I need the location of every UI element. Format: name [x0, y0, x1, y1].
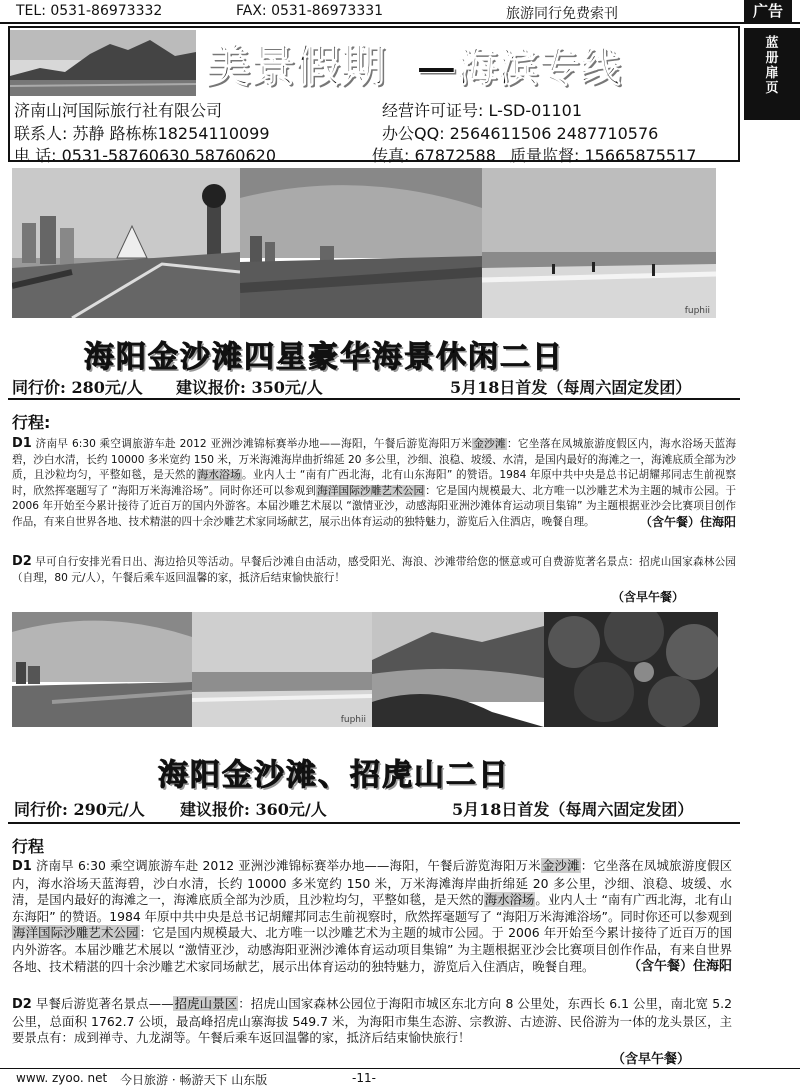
highlight-spot: 金沙滩: [473, 438, 506, 450]
photo-calm-sea: [192, 612, 372, 727]
itinerary-text: ：它坐落在凤城旅游度假区内，海水浴场天蓝海碧，沙白水清，长约 10000 多米宽约 150 米，万米海滩海岸曲折绵延 20 多公里，沙细、浪稳、坡缓、水清，是国内最好的海滩之一，海滩底质全部为沙质，且沙粒均匀，平整如毯，是天然的: [12, 438, 737, 481]
route1-day2: [12, 554, 736, 586]
side-tab-char: 扉: [765, 66, 779, 81]
license-number: 经营许可证号: L-SD-01101: [382, 101, 583, 120]
route2-title: 海阳金沙滩、招虎山二日: [158, 758, 510, 793]
photo-watermark: fuphii: [684, 306, 710, 316]
supervision-phone: 质量监督: 15665875517: [510, 146, 697, 165]
highlight-spot: 海洋国际沙雕艺术公园: [317, 484, 425, 497]
fax-line: 传真: 67872588: [372, 146, 496, 165]
route1-suggest-price: 建议报价: 350元/人: [176, 378, 323, 397]
route2-day2-meal: （含早午餐）: [612, 1052, 691, 1067]
photo-beach-shore: [482, 168, 716, 318]
highlight-spot: 海水浴场: [197, 469, 242, 481]
route1-peer-price: 同行价: 280元/人: [12, 378, 143, 397]
page-number: -11-: [352, 1071, 376, 1085]
route2-departure: 5月18日首发（每周六固定发团）: [452, 800, 694, 819]
photo-beach-buildings: [12, 612, 192, 727]
itinerary-text: 。业内人士 “南有广西北海，北有山东海阳” 的赞语。1984 年原中共中央是总书记胡耀邦同志生前视察时，欣然挥毫题写了 “海阳万米海滩浴场”。同时你还可以参观到: [12, 469, 736, 497]
page-title: [206, 30, 621, 94]
side-tab-char: 蓝: [765, 36, 779, 51]
highlight-spot: 海洋国际沙雕艺术公园: [13, 925, 139, 941]
phone-numbers: 电 话: 0531-58760630 58760620: [14, 146, 277, 165]
route2-itinerary-label: 行程: [12, 837, 45, 856]
divider: [8, 398, 740, 400]
route2-day2: [12, 996, 732, 1047]
day-label: D1: [12, 436, 32, 451]
side-tab-char: 册: [765, 51, 779, 66]
photo-beach-sunset: [240, 168, 482, 318]
route1-title: 海阳金沙滩四星豪华海景休闲二日: [84, 340, 564, 375]
itinerary-text: ：招虎山国家森林公园位于海阳市城区东北方向 8 公里处，东西长 6.1 公里，南北宽 5.2 公里，总面积 1762.7 公顷，最高峰招虎山寨海拔 549.7 米，为海阳市集生态游、宗教游、古迹游、民俗游为一体的龙头景区，主要景点有：成到禅寺、九龙湖等。午餐后乘车返回温馨的家，抵济后结束愉快旅行！: [12, 996, 732, 1046]
title-sub: —海滨专线: [416, 45, 622, 91]
route2-peer-price: 同行价: 290元/人: [14, 800, 145, 819]
footer-site: www. zyoo. net: [16, 1071, 108, 1085]
mountain-photo: [10, 30, 196, 96]
itinerary-text: 。业内人士 “南有广西北海，北有山东海阳” 的赞语。1984 年原中共中央是总书记胡耀邦同志生前视察时，欣然挥毫题写了 “海阳万米海滩浴场”。同时你还可以参观到: [12, 892, 733, 924]
top-bar: [0, 0, 800, 24]
itinerary-text: 济南早 6:30 乘空调旅游车赴 2012 亚洲沙滩锦标赛举办地——海阳，午餐后游览海阳万米: [36, 858, 541, 873]
side-tab-char: 页: [765, 81, 779, 96]
route1-itinerary-label: 行程:: [12, 413, 51, 432]
route1-day1: [12, 436, 736, 530]
highlight-spot: 招虎山景区: [174, 996, 238, 1011]
itinerary-text: 济南早 6:30 乘空调旅游车赴 2012 亚洲沙滩锦标赛举办地——海阳，午餐后游览海阳万米: [35, 438, 473, 450]
meal-note: （含午餐）住海阳: [627, 958, 732, 974]
highlight-spot: 海水浴场: [484, 892, 535, 908]
photo-promenade: [12, 168, 240, 318]
index-note: 旅游同行免费索刊: [506, 6, 618, 22]
office-qq: 办公QQ: 2564611506 2487710576: [382, 124, 659, 143]
footer-slogan: 今日旅游 · 畅游天下 山东版: [120, 1073, 268, 1087]
side-tab: [744, 28, 800, 120]
day-label: D2: [12, 554, 32, 569]
itinerary-text: 早餐后游览著名景点——: [35, 996, 174, 1011]
route2-suggest-price: 建议报价: 360元/人: [180, 800, 327, 819]
photo-watermark: fuphii: [340, 715, 366, 725]
itinerary-text: 早可自行安排光看日出、海边拾贝等活动。早餐后沙滩自由活动，感受阳光、海浪、沙滩带给您的惬意或可自费游览著名景点：招虎山国家森林公园（自理，80 元/人），午餐后乘车返回温馨的家，抵济后结束愉快旅行！: [12, 556, 736, 584]
footer: [0, 1068, 800, 1087]
highlight-spot: 金沙滩: [541, 858, 580, 873]
photo-coast-hills: [372, 612, 544, 727]
day-label: D1: [12, 859, 32, 874]
fax-number: FAX: 0531-86973331: [236, 3, 384, 19]
divider: [8, 822, 740, 824]
photo-forest: [544, 612, 718, 727]
route1-day2-meal: （含早午餐）: [612, 590, 685, 604]
meal-note: （含午餐）住海阳: [639, 514, 736, 529]
itinerary-text: ：它坐落在凤城旅游度假区内，海水浴场天蓝海碧，沙白水清，长约 10000 多米宽约 150 米，万米海滩海岸曲折绵延 20 多公里，沙细、浪稳、坡缓、水清，是国内最好的海滩之一，海滩底质全部为沙质，且沙粒均匀，平整如毯，是天然的: [12, 858, 732, 908]
itinerary-text: ：它是国内规模最大、北方唯一以沙雕艺术为主题的城市公园。于 2006 年开始至今累计接待了近百万的国内外游客。本届沙雕艺术展以 “激情亚沙，动感海阳亚洲沙滩体育运动项目集锦” 为主题根据亚沙会比赛项目创作作品，有来自世界各地、技术精湛的四十余沙雕艺术家同场献艺，展示出体育运动的独特魅力，游览后入住酒店，晚餐自理。: [12, 925, 732, 974]
route2-day1: [12, 858, 732, 975]
title-main: 美景假期: [206, 41, 386, 92]
day-label: D2: [12, 997, 32, 1012]
itinerary-text: ：它是国内规模最大、北方唯一以沙雕艺术为主题的城市公园。于 2006 年开始至今累计接待了近百万的国内外游客。本届沙雕艺术展以 “激情亚沙，动感海阳亚洲沙滩体育运动项目集锦” 为主题根据亚沙会比赛项目创作作品，有来自世界各地、技术精湛的四十余沙雕艺术家同场献艺，展示出体育运动的独特魅力，游览后入住酒店，晚餐自理。: [12, 484, 737, 528]
contact-persons: 联系人: 苏静 路栋栋18254110099: [14, 124, 270, 143]
ad-tag: 广告: [744, 0, 792, 22]
company-name: 济南山河国际旅行社有限公司: [14, 101, 223, 120]
tel-number: TEL: 0531-86973332: [16, 3, 163, 19]
route1-departure: 5月18日首发（每周六固定发团）: [450, 378, 692, 397]
